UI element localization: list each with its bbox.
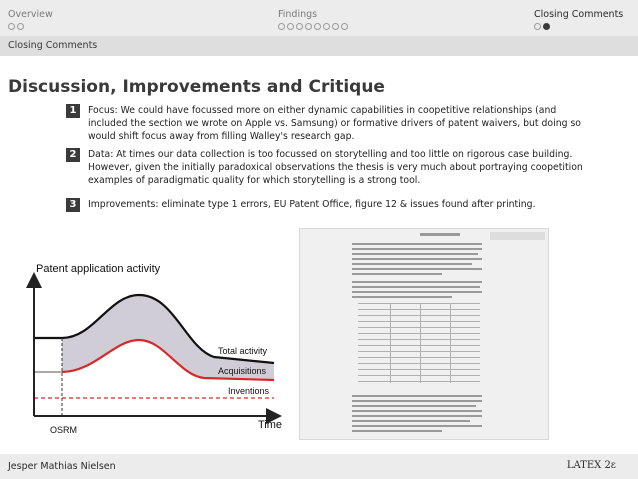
thesis-page-rendering: [300, 229, 548, 439]
footer-author: Jesper Mathias Nielsen: [8, 461, 116, 472]
subsection-bar: [0, 36, 638, 56]
nav-dot[interactable]: [287, 23, 294, 30]
total-activity-label: Total activity: [218, 346, 268, 356]
inventions-label: Inventions: [228, 386, 270, 396]
page-paragraph-bottom: [352, 395, 482, 432]
patent-activity-figure: [14, 250, 286, 438]
item-text: Focus: We could have focussed more on either dynamic capabilities in coopetitive relationships (and included the section we wrote on Apple vs. Samsung) or formative drivers of patent waivers, but doing so would shift focus away from filling Walley's research gap.: [88, 105, 581, 142]
nav-dot[interactable]: [323, 23, 330, 30]
page-toolbar: [490, 232, 545, 240]
y-axis-label: Patent application activity: [36, 263, 161, 275]
acquisitions-label: Acquisitions: [218, 366, 267, 376]
top-navigation: [0, 0, 638, 36]
nav-closing-dots: [534, 23, 550, 31]
nav-dot[interactable]: [314, 23, 321, 30]
nav-dot-current[interactable]: [543, 23, 550, 30]
nav-overview-dots: [8, 23, 24, 31]
item-number: 1: [66, 104, 80, 118]
osrm-label: OSRM: [50, 425, 77, 435]
nav-dot[interactable]: [8, 23, 15, 30]
nav-findings-dots: [278, 23, 348, 31]
nav-findings[interactable]: Findings: [278, 9, 318, 20]
nav-dot[interactable]: [341, 23, 348, 30]
nav-overview[interactable]: Overview: [8, 9, 53, 20]
x-axis-label: Time: [258, 419, 283, 431]
item-text: Improvements: eliminate type 1 errors, EU Patent Office, figure 12 & issues found after printing.: [88, 199, 536, 210]
nav-dot[interactable]: [332, 23, 339, 30]
nav-dot[interactable]: [17, 23, 24, 30]
nav-closing-comments[interactable]: Closing Comments: [534, 9, 624, 20]
thesis-page-image: [299, 228, 549, 440]
item-text: Data: At times our data collection is too focussed on storytelling and too little on rigorous case building. However, given the initially paradoxical observations the thesis is very much about portraying coopetition examples of paradigmatic quality for which storytelling is a strong tool.: [88, 149, 583, 186]
page-table: [358, 303, 480, 383]
item-number: 3: [66, 198, 80, 212]
footer-latex-logo: LATEX 2ε: [566, 460, 616, 471]
item-number: 2: [66, 148, 80, 162]
slide-title: Discussion, Improvements and Critique: [8, 77, 385, 97]
nav-dot[interactable]: [305, 23, 312, 30]
page-heading-line: [420, 233, 460, 236]
nav-dot[interactable]: [278, 23, 285, 30]
footer-bar: [0, 454, 638, 479]
nav-dot[interactable]: [296, 23, 303, 30]
subsection-title: Closing Comments: [8, 40, 98, 51]
page-paragraph-top: [352, 243, 482, 298]
nav-dot[interactable]: [534, 23, 541, 30]
